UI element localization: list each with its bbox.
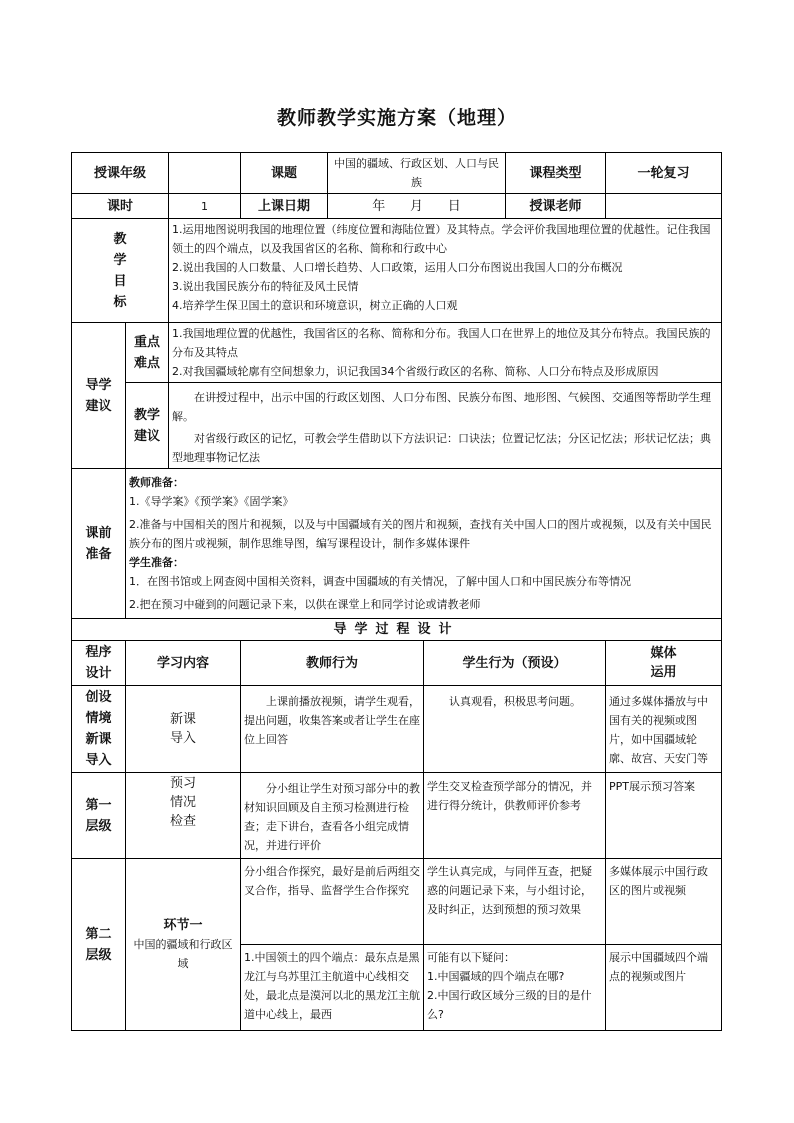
grade-label: 授课年级 [72, 153, 169, 194]
teacher-level2-a: 分小组合作探究，最好是前后两组交叉合作，指导、监督学生合作探究 [241, 859, 424, 945]
student-prep-heading: 学生准备： [129, 556, 184, 569]
process-section-title: 导学过程设计 [72, 619, 722, 641]
content-intro: 新课 导入 [126, 686, 241, 773]
media-intro: 通过多媒体播放与中国有关的视频或图片，如中国疆域轮廓、故宫、天安门等 [606, 686, 722, 773]
date-value: 年 月 日 [328, 194, 506, 219]
hours-label: 课时 [72, 194, 169, 219]
col-design: 程序 设计 [72, 641, 126, 686]
key-points-label: 重点 难点 [126, 323, 169, 383]
content-level2 [126, 859, 241, 1031]
method-content: 在讲授过程中，出示中国的行政区划图、人口分布图、民族分布图、地形图、气候图、交通图等帮助学生理解。 对省级行政区的记忆，可教会学生借助以下方法识记：口诀法；位置记忆法；分区记忆法；形状记忆法；典型地理事物记忆法 [169, 383, 722, 469]
key-points-content: 1.我国地理位置的优越性，我国省区的名称、简称和分布。我国人口在世界上的地位及其分布特点。我国民族的分布及其特点 2.对我国疆域轮廓有空间想象力，识记我国34个省级行政区的名称、简称、人口分布特点及形成原因 [169, 323, 722, 383]
prep-content: 教师准备： 1.《导学案》《预学案》《固学案》 2.准备与中国相关的图片和视频，以及与中国疆域有关的图片和视频，查找有关中国人口的图片或视频，以及有关中国民族分布的图片或视频，制作思维导图，编写课程设计，制作多媒体课件 学生准备： 1．在图书馆或上网查阅中国相关资料，调查中国疆域的有关情况，了解中国人口和中国民族分布等情况 2.把在预习中碰到的问题记录下来，以供在课堂上和同学讨论或请教老师 [126, 469, 722, 619]
goal-item: 2.说出我国的人口数量、人口增长趋势、人口政策，运用人口分布图说出我国人口的分布概况 [172, 261, 623, 274]
teacher-level2-b: 1.中国领土的四个端点：最东点是黑龙江与乌苏里江主航道中心线相交处，最北点是漠河以北的黑龙江主航道中心线上，最西 [241, 945, 424, 1031]
course-type-value: 一轮复习 [606, 153, 722, 194]
teacher-level1: 分小组让学生对预习部分中的教材知识回顾及自主预习检测进行检查；走下讲台，查看各小组完成情况，并进行评价 [241, 773, 424, 859]
goal-item: 4.培养学生保卫国土的意识和环境意识，树立正确的人口观 [172, 299, 458, 312]
student-level2-b: 可能有以下疑问： 1.中国疆域的四个端点在哪? 2.中国行政区域分三级的目的是什么? [424, 945, 606, 1031]
goal-item: 1.运用地图说明我国的地理位置（纬度位置和海陆位置）及其特点。学会评价我国地理位置的优越性。记住我国领土的四个端点，以及我国省区的名称、简称和行政中心 [172, 223, 711, 255]
hours-value: 1 [169, 194, 241, 219]
student-intro: 认真观看，积极思考问题。 [424, 686, 606, 773]
lesson-plan-table [71, 152, 722, 1031]
goal-item: 3.说出我国民族分布的特征及风土民情 [172, 280, 359, 293]
teacher-prep-heading: 教师准备： [129, 476, 184, 489]
col-teacher: 教师行为 [241, 641, 424, 686]
col-student: 学生行为（预设） [424, 641, 606, 686]
grade-value [169, 153, 241, 194]
teacher-value [606, 194, 722, 219]
goals-content [169, 219, 722, 323]
course-type-label: 课程类型 [506, 153, 606, 194]
media-level2-b: 展示中国疆域四个端点的视频或图片 [606, 945, 722, 1031]
method-label: 教学 建议 [126, 383, 169, 469]
media-level1: PPT展示预习答案 [606, 773, 722, 859]
stage-intro: 创设 情境 新课 导入 [72, 686, 126, 773]
topic-label: 课题 [241, 153, 328, 194]
prep-label: 课前 准备 [72, 469, 126, 619]
stage-level1: 第一 层级 [72, 773, 126, 859]
media-level2-a: 多媒体展示中国行政区的图片或视频 [606, 859, 722, 945]
guide-label: 导学 建议 [72, 323, 126, 469]
col-content: 学习内容 [126, 641, 241, 686]
goals-label: 教 学 目 标 [72, 219, 169, 323]
date-label: 上课日期 [241, 194, 328, 219]
content-level2-title: 环节一 [163, 918, 203, 933]
content-level1: 预习 情况 检查 [126, 773, 241, 859]
teacher-label: 授课老师 [506, 194, 606, 219]
content-level2-sub: 中国的疆域和行政区域 [133, 938, 233, 970]
student-level1: 学生交叉检查预学部分的情况，并进行得分统计，供教师评价参考 [424, 773, 606, 859]
student-level2-a: 学生认真完成，与同伴互查，把疑惑的问题记录下来，与小组讨论，及时纠正，达到预想的预习效果 [424, 859, 606, 945]
stage-level2: 第二 层级 [72, 859, 126, 1031]
col-media: 媒体 运用 [606, 641, 722, 686]
topic-value: 中国的疆域、行政区划、人口与民族 [328, 153, 506, 194]
teacher-intro: 上课前播放视频，请学生观看，提出问题，收集答案或者让学生在座位上回答 [241, 686, 424, 773]
document-title: 教师教学实施方案（地理） [276, 107, 517, 129]
